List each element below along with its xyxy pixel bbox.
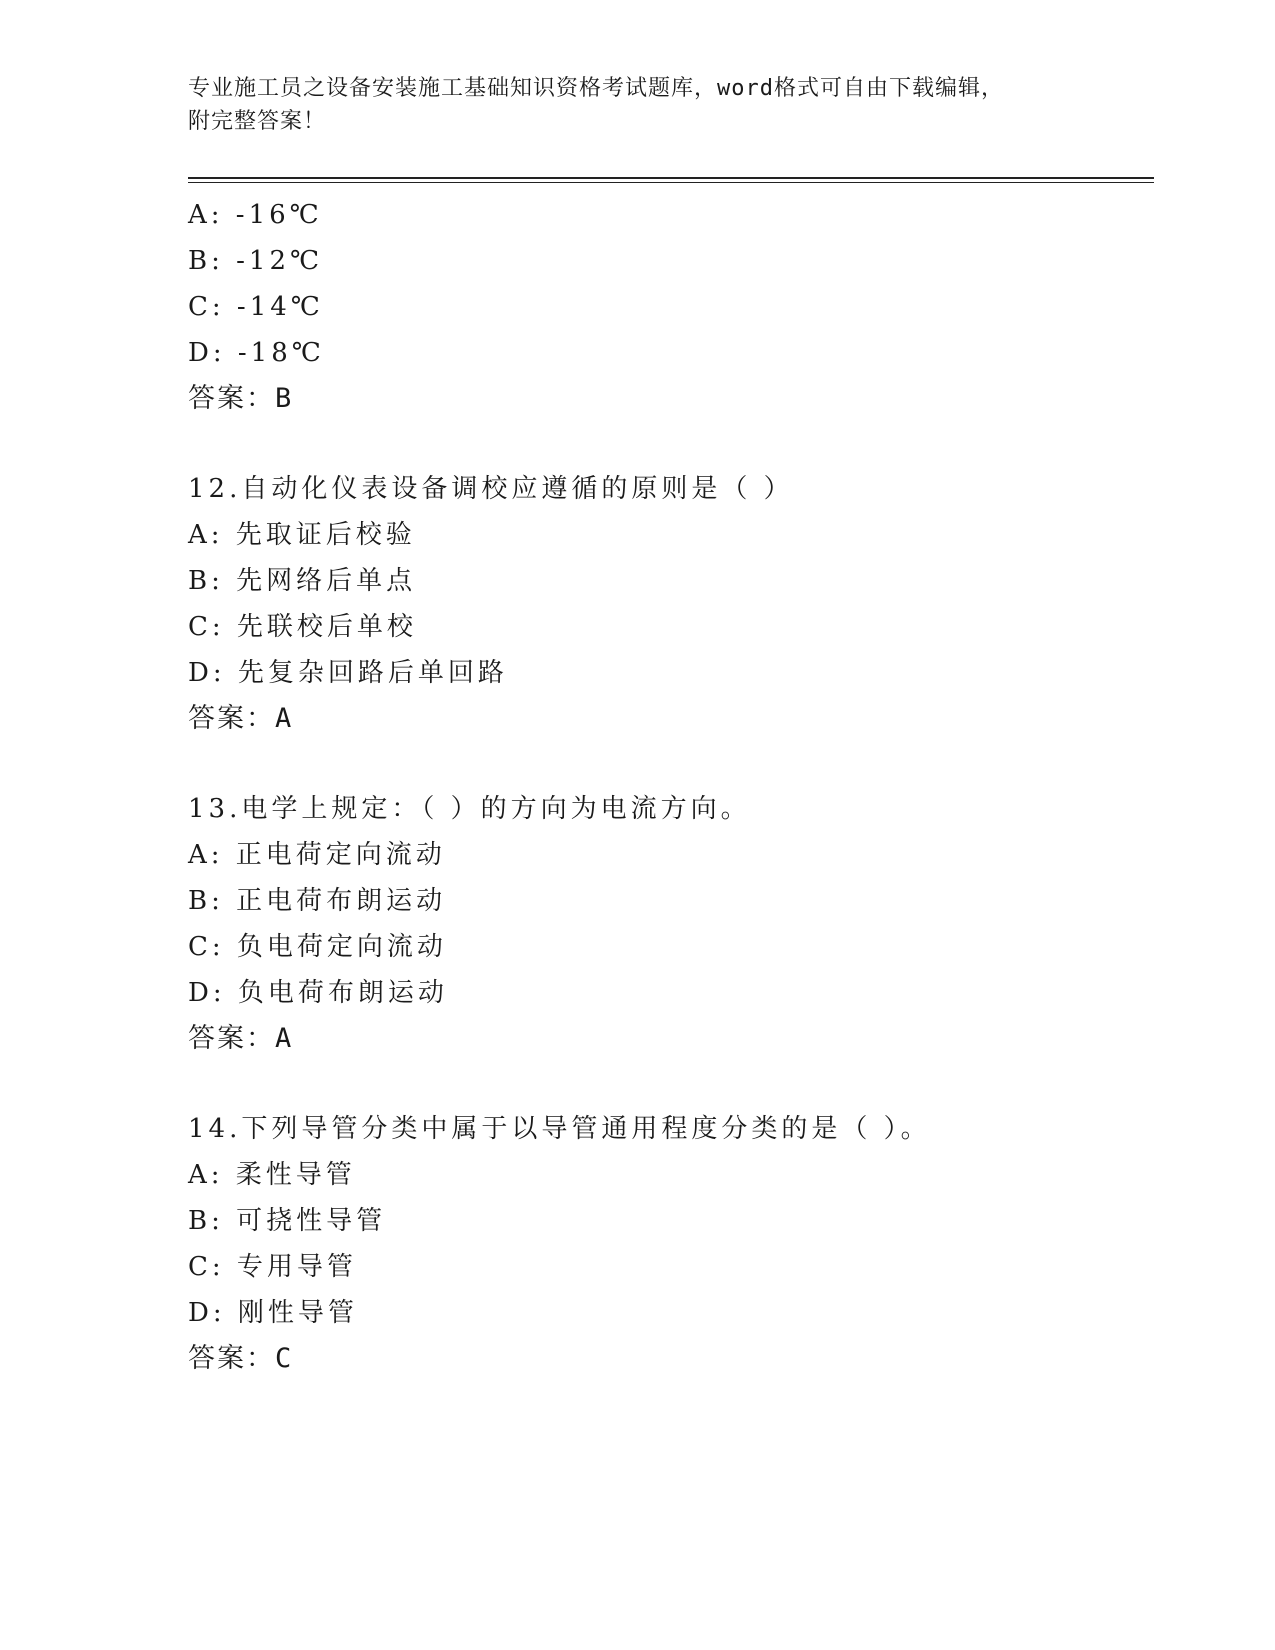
spacer <box>188 742 1148 786</box>
header-line-2: 附完整答案！ <box>188 109 327 134</box>
document-header <box>188 72 1088 138</box>
answer-label: 答案： <box>188 383 275 414</box>
option-c: C: -14℃ <box>188 292 324 322</box>
option-a: A: 先取证后校验 <box>188 520 416 550</box>
question-title: 13.电学上规定：（ ）的方向为电流方向。 <box>188 794 751 824</box>
question-list <box>188 192 1148 1382</box>
option-c: C: 先联校后单校 <box>188 612 417 642</box>
option-d: D: 负电荷布朗运动 <box>188 978 448 1008</box>
question-13 <box>188 786 1148 1062</box>
spacer <box>188 422 1148 466</box>
question-14 <box>188 1106 1148 1382</box>
answer-label: 答案： <box>188 1023 275 1054</box>
option-a: A: 正电荷定向流动 <box>188 840 446 870</box>
option-a: A: 柔性导管 <box>188 1160 356 1190</box>
option-d: D: -18℃ <box>188 338 325 368</box>
answer-value: A <box>275 1023 294 1054</box>
answer-value: B <box>275 383 294 414</box>
header-divider-thick <box>188 177 1154 179</box>
answer-value: C <box>275 1343 294 1374</box>
question-12 <box>188 466 1148 742</box>
option-a: A: -16℃ <box>188 200 323 230</box>
answer-line <box>188 1016 1148 1062</box>
answer-line <box>188 376 1148 422</box>
answer-line <box>188 696 1148 742</box>
question-title: 12.自动化仪表设备调校应遵循的原则是（ ） <box>188 474 794 504</box>
option-b: B: 可挠性导管 <box>188 1206 387 1236</box>
option-c: C: 负电荷定向流动 <box>188 932 447 962</box>
option-b: B: -12℃ <box>188 246 324 276</box>
answer-line <box>188 1336 1148 1382</box>
answer-value: A <box>275 703 294 734</box>
answer-label: 答案： <box>188 703 275 734</box>
answer-label: 答案： <box>188 1343 275 1374</box>
option-b: B: 正电荷布朗运动 <box>188 886 447 916</box>
question-title: 14.下列导管分类中属于以导管通用程度分类的是（ ）。 <box>188 1114 931 1144</box>
option-d: D: 先复杂回路后单回路 <box>188 658 508 688</box>
option-d: D: 刚性导管 <box>188 1298 358 1328</box>
option-b: B: 先网络后单点 <box>188 566 417 596</box>
header-line-1: 专业施工员之设备安装施工基础知识资格考试题库，word格式可自由下载编辑， <box>188 76 1004 101</box>
option-c: C: 专用导管 <box>188 1252 357 1282</box>
header-divider-thin <box>188 182 1154 183</box>
spacer <box>188 1062 1148 1106</box>
question-11-continued <box>188 192 1148 422</box>
